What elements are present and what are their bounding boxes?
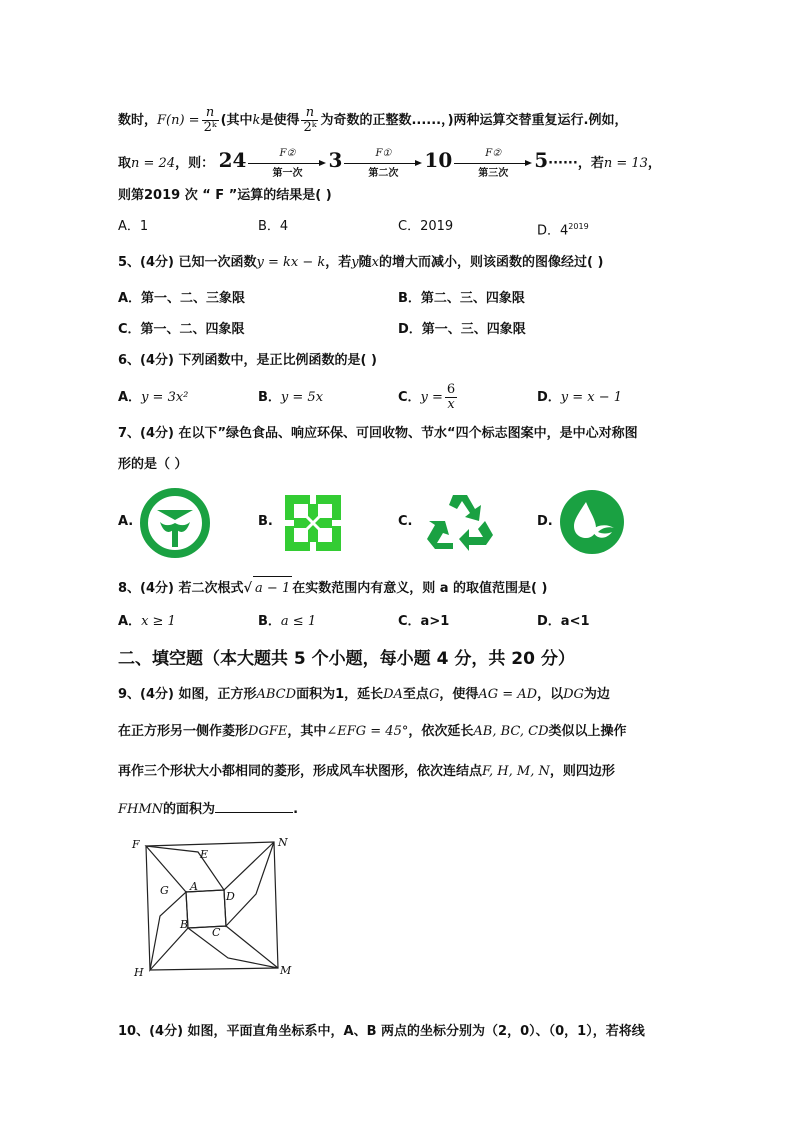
q5-option-a: A．第一、二、三象限: [118, 291, 246, 306]
q9-math: AB, BC, CD: [473, 724, 549, 739]
logo-cutout: [294, 528, 308, 542]
q4-line3: 则第2019 次 “ F ”运算的结果是( ): [118, 188, 332, 203]
q5-option-d: D．第一、三、四象限: [398, 322, 526, 337]
q9-text: 至点: [402, 687, 429, 702]
option-label: B．: [258, 390, 281, 405]
q5-var-y: y: [351, 255, 359, 270]
q5-text: 随: [358, 255, 372, 270]
q4-fraction-2: [301, 106, 318, 135]
label-g: G: [160, 884, 169, 897]
q6-option-c: [398, 378, 459, 418]
recycle-arrows: [427, 495, 493, 551]
q9-text: 的面积为: [163, 802, 216, 817]
q4-text: 数时，: [118, 113, 158, 128]
label-h: H: [134, 966, 144, 979]
q8-option-a: [118, 612, 176, 632]
pinwheel-figure: [128, 834, 294, 980]
q9-line1: [118, 685, 610, 705]
q4-n: n = 24: [131, 156, 176, 171]
q7-stem-line1: 7、(4分) 在以下”绿色食品、响应环保、可回收物、节水“四个标志图案中，是中心对称图: [118, 426, 638, 441]
q4-fraction: [202, 106, 219, 135]
q8-stem: [118, 576, 547, 600]
q5-equation: y = kx − k: [256, 255, 326, 270]
label-e: E: [200, 848, 209, 861]
arrow-bottom-label: 第三次: [478, 167, 509, 179]
q4-k: k: [252, 113, 261, 128]
option-label: B．: [258, 614, 281, 629]
rhombus-top: [146, 846, 224, 892]
q4-text: ，若: [577, 156, 604, 171]
square-abcd: [186, 890, 226, 928]
q9-math: G: [428, 687, 440, 702]
q9-text: 在正方形另一侧作菱形: [118, 724, 249, 739]
q7-label-a: A.: [118, 514, 134, 529]
q9-text: 类似以上操作: [548, 724, 627, 739]
q9-math: ABCD: [256, 687, 297, 702]
q6-b-math: y = 5x: [280, 390, 324, 405]
section-heading: 二、填空题（本大题共 5 个小题，每小题 4 分，共 20 分）: [118, 649, 575, 669]
q4-fn: F(n) =: [157, 113, 200, 128]
arrow-bottom-label: 第一次: [272, 167, 303, 179]
arrow-top-label: F①: [375, 147, 392, 159]
q7-stem-line2: 形的是（ ）: [118, 457, 188, 472]
q4-frac-den: 2ᵏ: [203, 120, 217, 135]
q5-stem: [118, 253, 603, 273]
q9-math: DG: [563, 687, 584, 702]
q4-frac-num: n: [301, 106, 318, 121]
q9-text: .: [293, 802, 299, 817]
q4-option-a: A．1: [118, 219, 149, 234]
label-a: A: [190, 880, 198, 893]
chain-value: 5: [534, 148, 549, 172]
chain-arrow: [454, 148, 532, 180]
q4-text: 是使得: [260, 113, 300, 128]
logo-notch: [332, 520, 341, 526]
q6-option-a: [118, 383, 188, 413]
q8-b-math: a ≤ 1: [280, 614, 317, 629]
q6-c-lhs: y =: [420, 390, 443, 405]
q9-math: AG = AD: [478, 687, 538, 702]
q8-option-d: D．a<1: [537, 614, 590, 629]
q7-label-d: D.: [537, 514, 553, 529]
q9-text: 面积为1，延长: [296, 687, 384, 702]
option-label: D．: [537, 390, 561, 405]
logo-top-wedge: [157, 510, 193, 520]
q4-option-d-sup: 2019: [568, 222, 589, 231]
q4-option-c: C．2019: [398, 219, 454, 234]
q4-option-d: [537, 217, 589, 241]
q9-math: FHMN: [118, 802, 164, 817]
radical-sign: √: [243, 581, 253, 596]
chain-dots: ······: [548, 156, 578, 171]
logo-stem: [172, 527, 178, 547]
chain-value: 24: [218, 148, 247, 172]
q8-option-b: [258, 612, 316, 632]
q9-text: ，其中: [287, 724, 327, 739]
q4-text: (其中: [220, 113, 253, 128]
q8-text: 在实数范围内有意义，则 a 的取值范围是( ): [292, 581, 548, 596]
label-d: D: [226, 890, 235, 903]
q4-text: 取: [118, 156, 132, 171]
q7-label-b: B.: [258, 514, 273, 529]
chain-arrow: [344, 148, 422, 180]
rhombus-left: [150, 892, 188, 970]
label-c: C: [212, 926, 221, 939]
q9-text: ，使得: [439, 687, 479, 702]
q4-text: ，: [647, 156, 661, 171]
environment-logo: [282, 492, 344, 554]
q4-frac-den: 2ᵏ: [303, 120, 317, 135]
q10-stem: 10、(4分) 如图，平面直角坐标系中，A、B 两点的坐标分别为（2，0）、（0，1），若将线: [118, 1024, 645, 1039]
label-b: B: [180, 918, 189, 931]
recycle-logo: [423, 489, 497, 555]
q9-text: ，以: [537, 687, 564, 702]
logo-cutout: [318, 504, 332, 518]
logo-cutout: [318, 528, 332, 542]
q4-line2: [118, 146, 661, 179]
frac-num: 6: [446, 382, 456, 397]
logo-notch: [310, 542, 316, 551]
rhombus-bottom: [188, 926, 278, 968]
rhombus-right: [224, 842, 274, 926]
q6-d-math: y = x − 1: [560, 390, 623, 405]
q4-line1: [118, 106, 627, 134]
arrow-top-label: F②: [279, 147, 296, 159]
q9-math: DGFE: [248, 724, 288, 739]
option-label: A．: [118, 614, 142, 629]
q5-text: ，若: [325, 255, 352, 270]
green-food-logo: [140, 488, 210, 558]
q8-a-math: x ≥ 1: [141, 614, 176, 629]
water-saving-logo: [558, 488, 626, 556]
label-n: N: [278, 836, 288, 849]
q8-text: 8、(4分) 若二次根式: [118, 581, 244, 596]
answer-blank[interactable]: [215, 800, 293, 813]
q4-option-b: B．4: [258, 219, 289, 234]
outer-square-fhmn: [146, 842, 278, 970]
q5-option-b: B．第二、三、四象限: [398, 291, 525, 306]
q5-text: 的增大而减小，则该函数的图像经过( ): [378, 255, 604, 270]
option-label: A．: [118, 390, 142, 405]
q9-text: 为边: [583, 687, 610, 702]
q5-text: 5、(4分) 已知一次函数: [118, 255, 257, 270]
q4-option-d-text: D．4: [537, 223, 569, 239]
q4-frac-num: n: [202, 106, 219, 121]
q6-a-math: y = 3x²: [141, 390, 189, 405]
chain-arrow: [248, 148, 326, 180]
q6-stem: 6、(4分) 下列函数中，是正比例函数的是( ): [118, 353, 377, 368]
q6-option-d: [537, 383, 622, 413]
label-f: F: [132, 838, 140, 851]
q8-option-c: C．a>1: [398, 614, 450, 629]
q7-label-c: C.: [398, 514, 413, 529]
frac-den: x: [447, 397, 455, 412]
q4-text: 为奇数的正整数......，)两种运算交替重复运行.例如，: [320, 113, 628, 128]
logo-notch: [285, 520, 294, 526]
q9-math: DA: [383, 687, 403, 702]
q9-line4: [118, 800, 298, 820]
chain-value: 10: [424, 148, 453, 172]
logo-notch: [310, 495, 316, 504]
chain-value: 3: [328, 148, 343, 172]
q4-n2: n = 13: [603, 156, 648, 171]
q8-radicand: a − 1: [253, 576, 292, 601]
q9-math: F, H, M, N: [482, 764, 550, 779]
q9-text: ，依次延长: [408, 724, 474, 739]
q5-option-c: C．第一、二、四象限: [118, 322, 245, 337]
logo-cutout: [294, 504, 308, 518]
q9-text: 再作三个形状大小都相同的菱形，形成风车状图形，依次连结点: [118, 764, 483, 779]
q6-c-fraction: [445, 383, 457, 412]
q9-text: 9、(4分) 如图，正方形: [118, 687, 257, 702]
q9-text: ，则四边形: [549, 764, 615, 779]
q9-math: ∠EFG = 45°: [326, 724, 409, 739]
q4-text: ，则：: [175, 156, 215, 171]
arrow-top-label: F②: [485, 147, 502, 159]
label-m: M: [280, 964, 292, 977]
q6-option-b: [258, 383, 323, 413]
option-label: C．: [398, 390, 421, 405]
arrow-bottom-label: 第二次: [368, 167, 399, 179]
q5-var-x: x: [371, 255, 379, 270]
q9-line2: [118, 722, 627, 742]
q9-line3: [118, 762, 615, 782]
